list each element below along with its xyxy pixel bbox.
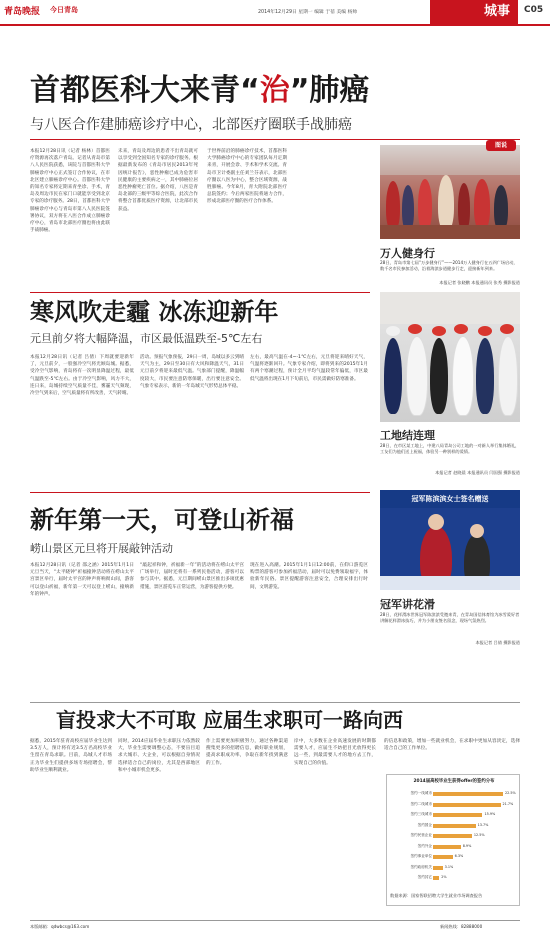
- chart-plot-area: [387, 789, 521, 889]
- chart-value-label: 21.7%: [502, 801, 514, 806]
- chart-bar: [433, 824, 476, 828]
- story1-rule: [30, 139, 520, 140]
- story4-col4: 岸中，大多数在企业高速发展的时期都需要人才，应届生不妨把目光放得更长远一些，到最需要人才的地方去工作，实现自己的价值。: [294, 739, 376, 766]
- hardhat-shape: [386, 326, 400, 336]
- story2-subhead: 元旦前夕将大幅降温，市区最低温跌至-5℃左右: [30, 332, 263, 345]
- photo-figure: [474, 179, 490, 231]
- hardhat-shape: [454, 324, 468, 334]
- hardhat-shape: [478, 326, 492, 336]
- chart-category-label: 签约一线城市: [410, 791, 432, 795]
- photo-figure: [386, 181, 400, 231]
- photo-figure: [438, 175, 454, 231]
- header-rule: [0, 24, 550, 26]
- story2-col1: 本报12月28日讯（记者 吕倩）下周就要迎新年了，元旦前夕，一股强冷空气将光顾岛城。据悉，受冷空气影响，青岛将有一次明显降温过程，最低气温跌至-5℃左右。由于冷空气影响，风力不大，连日来，岛城持续空气质量不佳，雾霾天气频现，冷空气到来后，空气质量将有所改善，天气转晴。: [30, 355, 134, 397]
- hardhat-shape: [500, 324, 514, 334]
- chart-value-label: 22.5%: [505, 791, 516, 795]
- chart-category-label: 签约二线城市: [410, 801, 432, 806]
- photo-table: [380, 576, 520, 590]
- chart-source: 数据来源：国家智联招聘大学生就业市场调查报告: [390, 893, 483, 898]
- photo-ground: [380, 225, 520, 239]
- story3-col3: 现在进入高潮。2015年1月1日12:00前，在仰口游览区购票的游客可参加祈福活动，届时可以免费领取福字，体验新年民俗。景区提醒游客注意安全，合理安排出行时间，文明游览。: [250, 563, 368, 590]
- story1-col3: 于世界前沿的肺癌诊疗技术，首都医科大学肺癌诊疗中心的专家团队每月定期来青，开展会诊、手术和学术交流。青岛市卫计委副主任刘兰芬表示，北部医疗圈以八医为中心，整合区域资源，战胜肺癌。今年8月，青大附院北部医疗总院签约；今后两家医院将通力合作，形成北部医疗圈的医疗合作体系。: [207, 149, 287, 205]
- photo-face: [470, 524, 484, 538]
- hardhat-shape: [432, 326, 446, 336]
- story1-headline: [30, 74, 369, 108]
- photo2-caption-title: 工地结连理: [380, 429, 435, 442]
- photo-tag-badge: 图说: [486, 140, 516, 151]
- chart-category-label: 签约事业单位: [410, 854, 432, 858]
- story3-headline: 新年第一天，可登山祈福: [30, 506, 294, 534]
- chart-category-label: 签约其它: [417, 875, 432, 879]
- story3-top-rule: [30, 492, 370, 493]
- chart-category-label: 签约国企: [417, 822, 432, 827]
- footer-left: 本版邮箱：qdwbcs@163.com: [30, 924, 90, 929]
- hardhat-shape: [408, 324, 422, 334]
- photo3-banner: 冠军陈滨滨女士签名赠送: [411, 495, 489, 503]
- chart-value-label: 15.9%: [484, 812, 496, 816]
- story4-col3: 作上需要更加积极努力，通过各种渠道搜集更多的招聘信息，做好职业规划，提高求职成功率，争取在新年找到满意的工作。: [206, 739, 288, 766]
- photo-face: [428, 514, 444, 530]
- chart-value-label: 3.1%: [444, 864, 454, 869]
- photo3-credit: 本报记者 吕倩 摄影报道: [475, 640, 520, 645]
- story1-col4: [296, 148, 374, 252]
- story3-col1: 本报12月28日讯（记者 邵之涵）2015年1月1日元旦当天，“太平晓钟”祈福撞钟活动将在崂山太平宫景区举行，届时太平宫的钟声将响彻山间，游客可以登山祈福，新年第一天可以登上崂山，撞响新年的钟声。: [30, 563, 134, 597]
- photo-construction-wedding: [380, 292, 520, 422]
- story2-headline: 寒风吹走霾 冰冻迎新年: [30, 298, 279, 326]
- story3-col2: “敲起祥和钟，祈福新一年”的活动将在崂山太平宫广场举行，届时还将有一系列民俗活动，游客可以参与其中。据悉，元旦期间崂山景区推出多项优惠措施，景区游览车正常运营，为游客提供方便。: [140, 563, 244, 590]
- photo-figure: [476, 338, 494, 414]
- chart-bar: [433, 845, 461, 849]
- story4-col1: 据悉，2015年驻青高校应届毕业生达到3.5万人，预计将有近3.5万名高校毕业生留在青岛求职。目前，岛城人才市场正为毕业生们提供多场专场招聘会，帮助毕业生顺利就业。: [30, 739, 112, 773]
- photo-figure: [430, 338, 448, 414]
- story4-top-rule: [30, 702, 520, 703]
- photo-figure: [452, 336, 474, 416]
- photo-fitness-walk: [380, 145, 520, 239]
- chart-bar: [433, 813, 482, 817]
- story1-subhead: 与八医合作建肺癌诊疗中心，北部医疗圈联手战肺癌: [30, 117, 352, 133]
- chart-bar: [433, 876, 439, 880]
- page-header: [0, 0, 550, 24]
- edition-label: 今日青岛: [50, 6, 78, 14]
- photo3-caption-title: 冠军讲花滑: [380, 598, 435, 611]
- photo1-caption: 28日，青岛市第七届“万步健身行”——2014万人健身行在五四广场启动，数千名市民参加活动，沿着海滨步道健步行走，迎接新年到来。: [380, 260, 518, 272]
- photo1-credit: 本报记者 张晓鹏 本报通讯员 张秀 摄影报道: [439, 280, 520, 285]
- photo-figure: [384, 338, 402, 414]
- story4-headline: 盲投求大不可取 应届生求职可一路向西: [56, 708, 403, 732]
- offer-distribution-chart: [386, 774, 520, 906]
- footer-right: 新闻热线：82888000: [440, 924, 483, 929]
- chart-category-label: 签约政府机关: [410, 864, 432, 869]
- story4-col5: 的信息和政策，增加一些就业机会，在求职中更加从容淡定，选择适合自己的工作单位。: [384, 739, 520, 752]
- chart-category-label: 签约民营企业: [410, 833, 432, 837]
- photo-figure: [418, 179, 432, 231]
- story2-col2: 活动。预报气象预报，29日一周，岛城以多云到晴天气为主，29日至30日有大风和降温天气，31日元旦前夕将迎来最低气温。气象部门提醒，降温幅度较大，市民要注意防寒保暖，出行要注意安全。气象专家表示，新的一年岛城天气形势总体平稳。: [140, 355, 244, 389]
- story2-col3: 左右，最高气温在-4~-1℃左右，元旦将迎来晴好天气，气温将逐渐回升。气象专家介绍，即将到来的2015年1月有两个寒潮过程，预计全月平均气温较常年偏低，市区最低气温将出现在1月下旬前后，市民需做好防寒准备。: [250, 355, 368, 382]
- chart-bar: [433, 834, 472, 838]
- chart-value-label: 2%: [441, 875, 447, 879]
- chart-value-label: 8.9%: [462, 843, 472, 848]
- photo-backdrop: [380, 292, 520, 324]
- story2-top-rule: [30, 292, 370, 293]
- photo-skating-champion: [380, 490, 520, 590]
- story3-subhead: 崂山景区元旦将开展敲钟活动: [30, 542, 173, 555]
- story1-headline-part3: ”肺癌: [289, 73, 370, 108]
- chart-value-label: 12.5%: [473, 833, 485, 837]
- chart-bar: [433, 866, 443, 870]
- chart-bar: [433, 803, 501, 807]
- photo-figure: [498, 336, 518, 416]
- footer-rule: [30, 920, 520, 921]
- section-tab: 城事: [430, 0, 518, 24]
- chart-value-label: 13.7%: [477, 822, 489, 827]
- story1-col1: 本报12月28日讯（记者 杨林）首都医疗资源再次落户青岛。记者从青岛市第八人民医院获悉，该院与首都医科大学肺癌诊疗中心正式签订合作协议，在市北区建立肺癌诊疗中心。首都医科大学的知名专家将定期来青坐诊、手术，青岛及周边市民在家门口就能享受到北京专家的诊疗服务。28日，首都医科大学肺癌诊疗中心与青岛市第八人民医院签署协议，双方将在八医合作成立肺癌诊疗中心，青岛市北部医疗圈也将由此联手战肺癌。: [30, 149, 110, 234]
- story1-col2: 未来，青岛及周边的患者不出青岛就可以享受到全国知名专家的诊疗服务。根据最新发布的《青岛市居民2013年死因统计报告》，恶性肿瘤已成为危害市民健康的主要疾病之一，其中肺癌位居恶性肿瘤死亡首位。据介绍，八医是青岛北部的三级甲等综合医院，此次合作将整合首都优质医疗资源，让北部市民获益。: [118, 149, 198, 212]
- story4-col2: 同时，2014应届毕业生求职压力依然较大，毕业生需要调整心态，不要盲目追求大城市、大企业，可以根据自身情况选择适合自己的岗位，尤其是西部地区和中小城市机会更多。: [118, 739, 200, 773]
- photo3-caption: 28日，花样滑冰世界冠军陈滨滨受邀来青，在青岛国信体育馆为冰雪爱好者讲解花样滑冰技巧，并为小朋友签名留念，现场气氛热烈。: [380, 612, 520, 624]
- chart-bar: [433, 855, 453, 859]
- story1-headline-part1: 首都医科大来青“: [30, 73, 260, 108]
- page-number: C05: [524, 5, 544, 15]
- photo-figure: [458, 183, 470, 231]
- photo2-credit: 本报记者 赵晓晨 本报通讯员 闫国强 摄影报道: [435, 470, 520, 475]
- photo-figure: [406, 336, 428, 416]
- chart-category-label: 签约三线城市: [410, 812, 432, 816]
- chart-bar: [433, 792, 503, 796]
- story1-headline-accent: 治: [259, 73, 290, 108]
- chart-value-label: 6.3%: [454, 854, 464, 858]
- chart-title: 2014届高校毕业生获得offer的签约分布: [413, 779, 495, 784]
- dateline: 2014年12月29日 星期一 编辑 于蓓 美编 杨帅: [258, 10, 358, 15]
- photo1-caption-title: 万人健身行: [380, 247, 435, 260]
- chart-category-label: 签约外企: [417, 843, 432, 848]
- photo2-caption: 28日，在市区某工地上，中建八局青岛公司工地的一对新人举行集体婚礼，工友们为他们送上祝福，体验另一种别样的爱情。: [380, 443, 520, 455]
- newspaper-logo: 青岛晚报: [4, 7, 41, 17]
